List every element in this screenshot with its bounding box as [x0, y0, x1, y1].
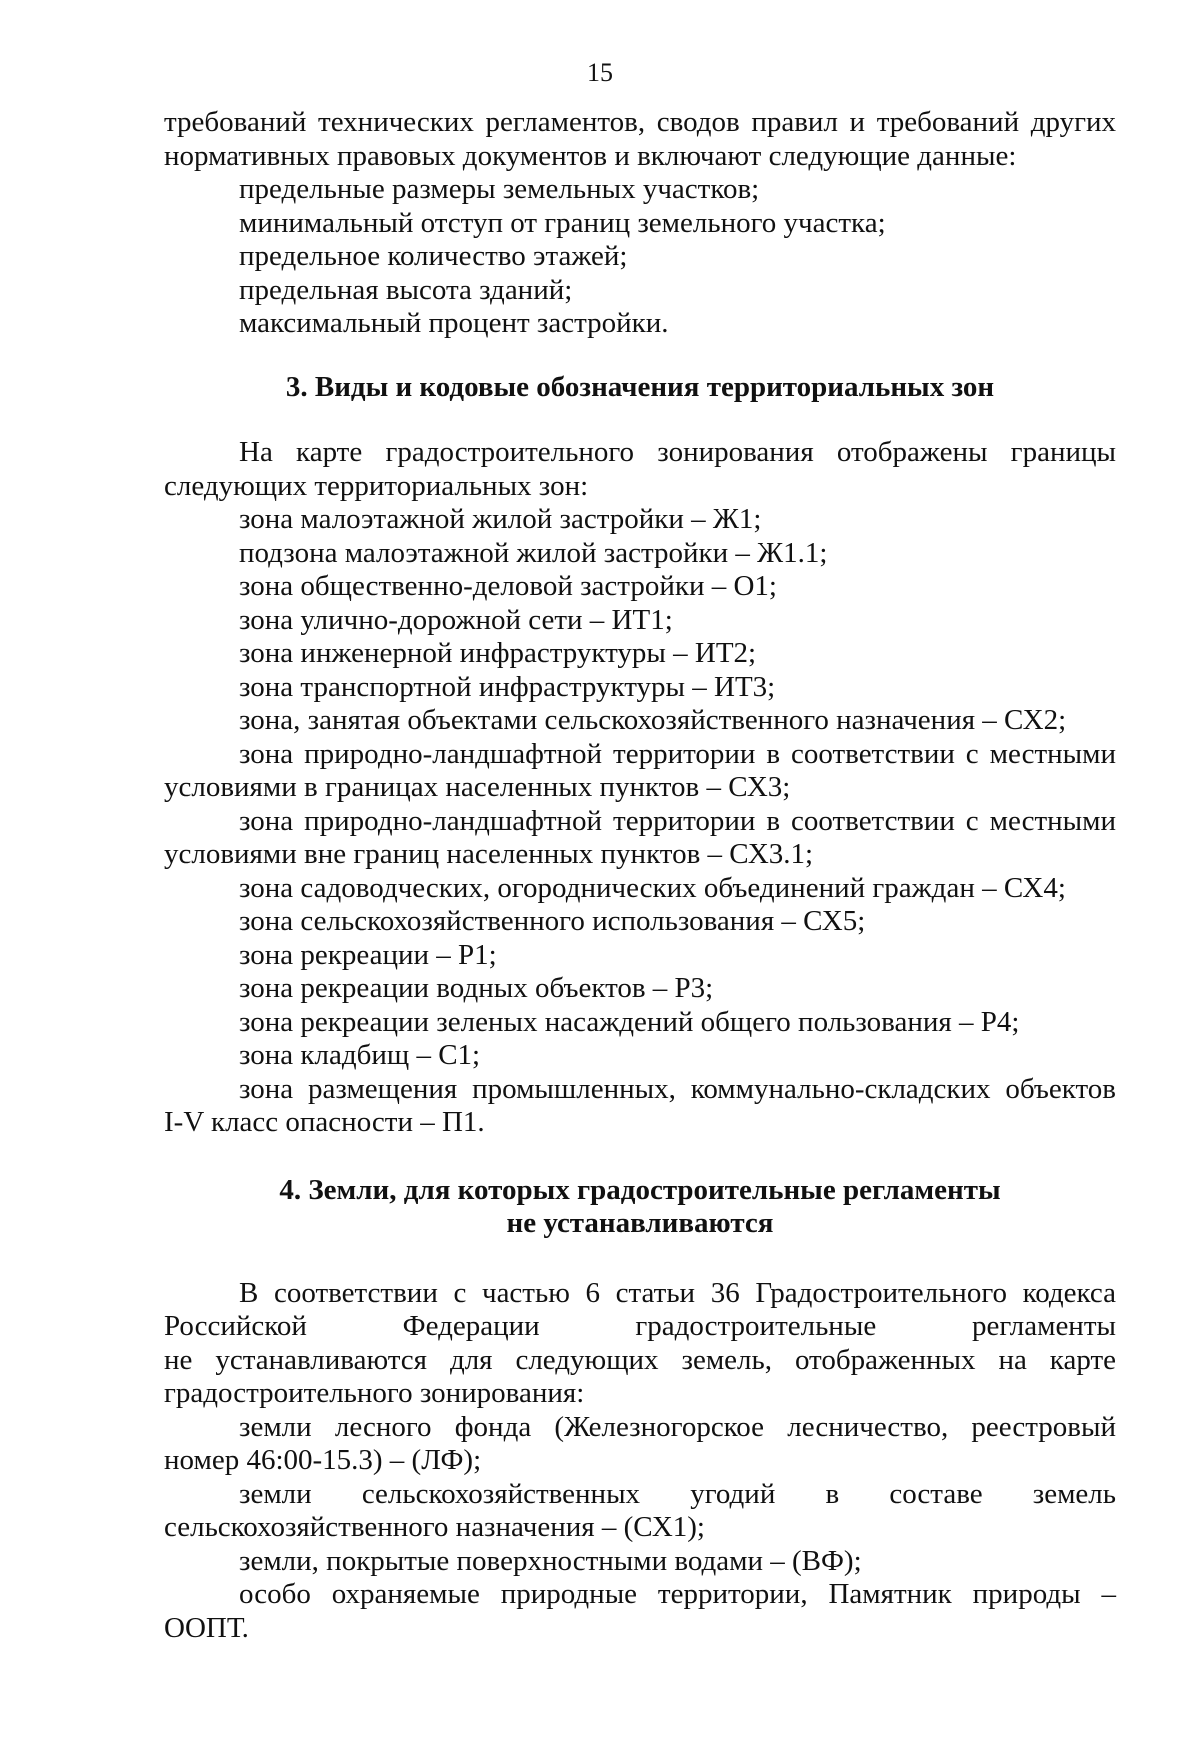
- zone-item: зона кладбищ – С1;: [239, 1039, 481, 1071]
- zone-item: зона улично-дорожной сети – ИТ1;: [239, 603, 673, 636]
- zone-item: зона сельскохозяйственного использования – СХ5;: [239, 905, 866, 937]
- zone-item: зона транспортной инфраструктуры – ИТ3;: [239, 670, 776, 703]
- zone-item: зона садоводческих, огороднических объединений граждан – СХ4;: [239, 871, 1066, 904]
- section-3-lead: На карте градостроительного зонирования отображены границы: [239, 436, 1116, 468]
- page-number: 15: [587, 58, 613, 87]
- section-3-heading: 3. Виды и кодовые обозначения территориальных зон: [285, 370, 995, 403]
- page-content: [164, 106, 1116, 1645]
- section-4-lead: градостроительного зонирования:: [164, 1377, 585, 1409]
- section-3-lead: следующих территориальных зон:: [164, 469, 589, 502]
- zone-item: зона размещения промышленных, коммунально-складских объектов: [239, 1072, 1116, 1105]
- zone-item: зона малоэтажной жилой застройки – Ж1;: [239, 503, 762, 535]
- zone-item: зона природно-ландшафтной территории в соответствии с местными: [239, 737, 1116, 770]
- zone-item: условиями вне границ населенных пунктов – СХ3.1;: [164, 838, 814, 870]
- zone-item: условиями в границах населенных пунктов – СХ3;: [164, 771, 791, 803]
- list-item: максимальный процент застройки.: [239, 307, 669, 339]
- zone-item: зона природно-ландшафтной территории в соответствии с местными: [239, 804, 1116, 837]
- zone-item: зона рекреации водных объектов – Р3;: [239, 972, 714, 1004]
- zone-item: подзона малоэтажной жилой застройки – Ж1.1;: [239, 536, 828, 569]
- land-item: ООПТ.: [164, 1611, 249, 1644]
- list-item: предельная высота зданий;: [239, 273, 573, 306]
- zone-item: зона общественно-деловой застройки – О1;: [239, 570, 777, 602]
- list-item: предельное количество этажей;: [239, 240, 628, 272]
- section-4-heading: не устанавливаются: [506, 1207, 774, 1239]
- land-item: земли лесного фонда (Железногорское лесничество, реестровый: [239, 1410, 1116, 1443]
- section-4-lead: Российской Федерации градостроительные регламенты: [164, 1310, 1116, 1342]
- section-4-lead: В соответствии с частью 6 статьи 36 Градостроительного кодекса: [239, 1276, 1116, 1309]
- intro-line: требований технических регламентов, сводов правил и требований других: [164, 106, 1116, 138]
- intro-line: нормативных правовых документов и включают следующие данные:: [164, 139, 1017, 172]
- zone-item: зона инженерной инфраструктуры – ИТ2;: [239, 637, 757, 669]
- section-4-heading: 4. Земли, для которых градостроительные регламенты: [279, 1173, 1001, 1206]
- land-item: земли сельскохозяйственных угодий в составе земель: [239, 1477, 1116, 1510]
- zone-item: зона, занятая объектами сельскохозяйственного назначения – СХ2;: [239, 704, 1067, 736]
- zone-item: I-V класс опасности – П1.: [164, 1106, 485, 1138]
- land-item: особо охраняемые природные территории, Памятник природы –: [239, 1578, 1116, 1610]
- section-4-lead: не устанавливаются для следующих земель, отображенных на карте: [164, 1343, 1116, 1376]
- zone-item: зона рекреации зеленых насаждений общего пользования – Р4;: [239, 1005, 1020, 1038]
- land-item: номер 46:00-15.3) – (ЛФ);: [164, 1444, 482, 1476]
- list-item: минимальный отступ от границ земельного участка;: [239, 206, 886, 239]
- zone-item: зона рекреации – Р1;: [239, 938, 497, 971]
- land-item: сельскохозяйственного назначения – (СХ1);: [164, 1511, 705, 1543]
- land-item: земли, покрытые поверхностными водами – (ВФ);: [239, 1544, 862, 1577]
- list-item: предельные размеры земельных участков;: [239, 173, 760, 205]
